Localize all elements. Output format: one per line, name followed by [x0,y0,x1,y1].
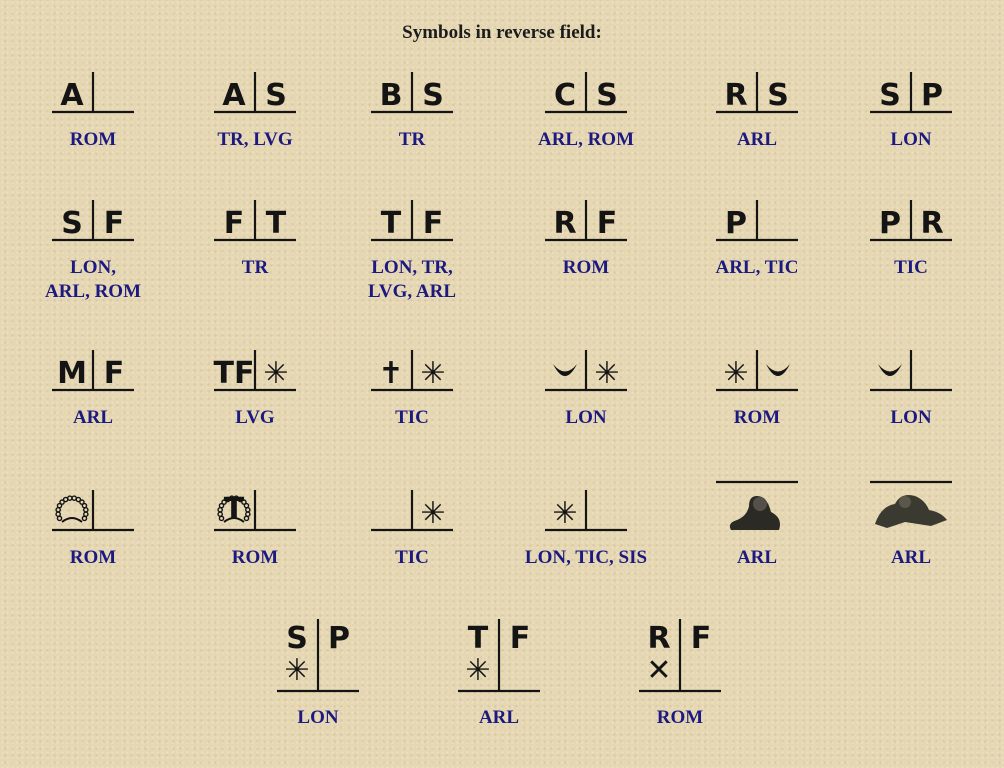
mint-label: ROM [733,407,781,428]
mint-label: LON, TIC, SIS [524,547,648,568]
star-icon: ✳ [723,356,749,391]
star-icon: ✳ [420,356,446,391]
letter-glyph: F [223,206,245,241]
symbol-mark [357,444,467,534]
symbol-mark [531,444,641,534]
wreath-icon [218,492,250,527]
mint-label: TIC [395,547,429,568]
mint-label: ARL, TIC [715,257,799,278]
letter-glyph: F [690,621,712,656]
letter-glyph: S [286,621,308,656]
letter-glyph: T [380,206,402,241]
mint-label: ROM [69,547,117,568]
symbol-mark [856,154,966,244]
symbol-mark [263,605,373,695]
saltire-icon: ✕ [646,653,672,688]
symbol-mark [702,26,812,116]
symbol-mark [357,154,467,244]
symbol-mark [38,154,148,244]
symbol-mark [856,304,966,394]
letter-glyph: F [596,206,618,241]
letter-glyph: F [509,621,531,656]
symbol-mark [531,26,641,116]
letter-glyph: S [767,78,789,113]
star-icon: ✳ [465,653,491,688]
star-icon: ✳ [420,496,446,531]
mint-label: TR [241,257,269,278]
symbol-mark [856,26,966,116]
mint-label: TR [398,129,426,150]
mint-label: LON, ARL, ROM [44,257,142,302]
symbol-mark [38,26,148,116]
mint-label: LVG [235,407,275,428]
letter-glyph: S [61,206,83,241]
crescent-icon [878,364,902,376]
symbol-mark [444,605,554,695]
crescent-icon [766,364,790,376]
mint-label: TR, LVG [217,129,293,150]
letter-glyph: T [467,621,489,656]
letter-glyph: C [553,78,577,113]
symbol-mark [702,304,812,394]
letter-glyph: A [60,78,84,113]
mint-label: ROM [231,547,279,568]
mint-label: LON [565,407,607,428]
symbol-mark [702,154,812,244]
symbol-mark [200,154,310,244]
symbol-mark [200,26,310,116]
mint-label: ROM [69,129,117,150]
letter-glyph: F [422,206,444,241]
mint-label: ROM [562,257,610,278]
wreath-icon [56,496,88,522]
mint-label: LON, TR, LVG, ARL [368,257,456,302]
lion-icon [875,495,947,528]
letter-glyph: P [879,206,901,241]
star-icon: ✳ [594,356,620,391]
star-icon: ✳ [284,653,310,688]
letter-glyph: R [920,206,944,241]
mint-label: ARL [736,547,778,568]
letter-glyph: S [265,78,287,113]
mint-label: ARL [736,129,778,150]
letter-glyph: R [553,206,577,241]
letter-glyph: T [265,206,287,241]
mint-label: ROM [656,707,704,728]
letter-glyph: F [103,356,125,391]
mint-label: TIC [395,407,429,428]
mint-label: ARL [890,547,932,568]
mint-label: LON [890,129,932,150]
mint-label: ARL [478,707,520,728]
letter-glyph: M [57,356,87,391]
sphinx-icon [730,496,780,530]
symbol-mark [200,444,310,534]
star-icon: ✳ [552,496,578,531]
crescent-icon [553,364,577,376]
page-title: Symbols in reverse field: [402,22,602,43]
letter-glyph: S [879,78,901,113]
letter-glyph: P [921,78,943,113]
cross-icon: ✝ [378,356,404,391]
letter-glyph: F [103,206,125,241]
mint-label: LON [890,407,932,428]
symbol-mark [702,444,812,534]
mint-label: TIC [894,257,928,278]
symbol-mark [357,304,467,394]
mint-label: ARL, ROM [537,129,635,150]
symbol-mark [200,304,310,394]
symbol-mark [531,304,641,394]
mint-label: ARL [72,407,114,428]
symbol-mark [856,444,966,534]
symbol-mark [38,304,148,394]
symbol-mark [625,605,735,695]
symbol-mark [357,26,467,116]
letter-glyph: S [596,78,618,113]
mint-label: LON [297,707,339,728]
letter-glyph: TF [213,356,255,391]
letter-t-glyph: T [223,492,245,527]
letter-glyph: R [724,78,748,113]
letter-glyph: A [222,78,246,113]
symbol-mark [38,444,148,534]
letter-glyph: S [422,78,444,113]
star-icon: ✳ [263,356,289,391]
letter-glyph: P [725,206,747,241]
letter-glyph: P [328,621,350,656]
letter-glyph: R [647,621,671,656]
symbol-mark [531,154,641,244]
letter-glyph: B [379,78,403,113]
